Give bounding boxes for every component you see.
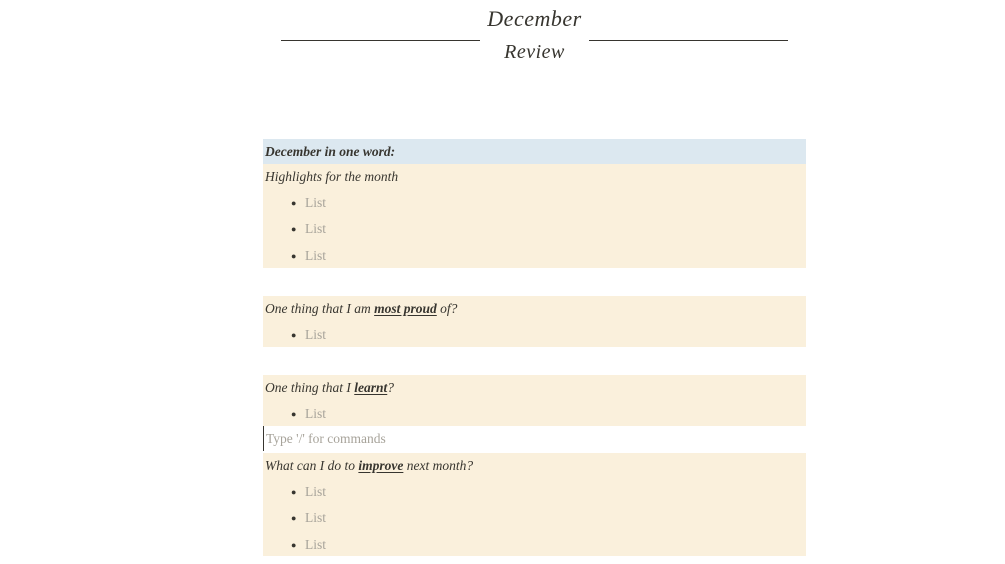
- page-header: [0, 0, 1005, 80]
- page-title-line2: Review: [504, 41, 565, 63]
- bullet-icon: ●: [291, 250, 297, 261]
- highlights-callout[interactable]: [263, 164, 806, 268]
- highlights-question: Highlights for the month: [265, 169, 399, 184]
- learnt-emphasis: learnt: [354, 380, 388, 395]
- bullet-icon: ●: [291, 198, 297, 209]
- bullet-icon: ●: [291, 409, 297, 420]
- list-item[interactable]: ● List: [263, 190, 806, 216]
- list-item[interactable]: ● List: [263, 479, 806, 505]
- bullet-icon: ●: [291, 539, 297, 550]
- improve-callout[interactable]: [263, 453, 806, 556]
- learnt-question: One thing that I learnt?: [265, 380, 395, 395]
- learnt-callout[interactable]: [263, 375, 806, 426]
- bullet-icon: ●: [291, 487, 297, 498]
- bullet-icon: ●: [291, 330, 297, 341]
- proud-emphasis: most proud: [374, 301, 437, 316]
- list-item[interactable]: ● List: [263, 243, 806, 269]
- list-item[interactable]: ● List: [263, 532, 806, 558]
- improve-emphasis: improve: [358, 458, 404, 473]
- list-item[interactable]: ● List: [263, 401, 806, 427]
- proud-question: One thing that I am most proud of?: [265, 301, 458, 316]
- list-item[interactable]: ● List: [263, 216, 806, 242]
- header-rule-left: [281, 40, 480, 41]
- bullet-icon: ●: [291, 513, 297, 524]
- list-item[interactable]: ● List: [263, 505, 806, 531]
- proud-callout[interactable]: [263, 296, 806, 347]
- command-input[interactable]: Type '/' for commands: [263, 426, 806, 451]
- header-rule-right: [589, 40, 788, 41]
- bullet-icon: ●: [291, 224, 297, 235]
- page-title-line1: December: [487, 6, 582, 31]
- one-word-label: December in one word:: [265, 144, 396, 159]
- list-item[interactable]: ● List: [263, 322, 806, 348]
- one-word-row[interactable]: [263, 139, 806, 164]
- improve-question: What can I do to improve next month?: [265, 458, 474, 473]
